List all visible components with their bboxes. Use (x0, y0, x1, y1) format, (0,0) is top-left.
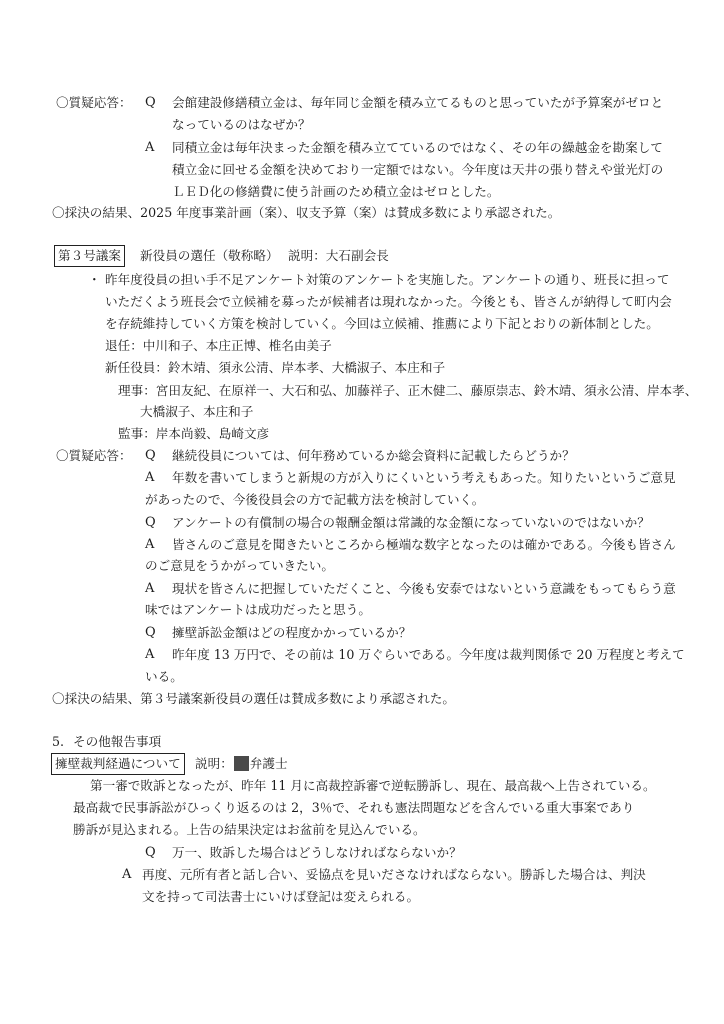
retiring-names: 中川和子、本庄正博、椎名由美子 (142, 338, 332, 353)
question-marker: Q (145, 95, 156, 110)
answer-text: ＬＥＤ化の修繕費に使う計画のため積立金はゼロとした。 (172, 184, 500, 199)
question-text: 継続役員については、何年務めているか総会資料に記載したらどうか？ (172, 448, 575, 463)
new-officers-names: 鈴木靖、須永公清、岸本孝、大橋淑子、本庄和子 (167, 360, 446, 375)
directors (118, 382, 697, 400)
section-heading: その他報告事項 (73, 734, 162, 749)
directors-label: 理事： (118, 383, 156, 398)
question-marker: Q (145, 845, 156, 860)
qa-label: 〇質疑応答： (56, 95, 132, 110)
answer-text: いる。 (145, 669, 183, 684)
agenda-body-line: 昨年度役員の担い手不足アンケート対策のアンケートを実施した。アンケートの通り、班長に担って (105, 272, 670, 287)
answer-text: 現状を皆さんに把握していただくこと、今後も安泰ではないという意識をもってもらう意 (172, 581, 676, 596)
agenda-tag: 第３号議案 (54, 245, 125, 267)
vote-result: 〇採決の結果、2025 年度事業計画（案）、収支予算（案）は賛成多数により承認された。 (52, 205, 561, 220)
vote-result: 〇採決の結果、第３号議案新役員の選任は賛成多数により承認された。 (52, 691, 455, 706)
question-marker: Q (145, 515, 156, 530)
answer-text: 皆さんのご意見を聞きたいところから極端な数字となったのは確かである。今後も皆さん (172, 537, 676, 552)
agenda-title: 新役員の選任（敬称略） (140, 248, 279, 263)
presenter-suffix: 弁護士 (249, 756, 288, 771)
retiring-label: 退任： (105, 338, 143, 353)
retiring-officers (105, 337, 332, 355)
answer-text: 昨年度 13 万円で、その前は 10 万ぐらいである。今年度は裁判関係で 20 万程度と考えて (172, 647, 685, 662)
answer-marker: A (145, 647, 155, 662)
agenda-body-line: いただくよう班長会で立候補を募ったが候補者は現れなかった。今後とも、皆さんが納得して町内会 (105, 294, 672, 309)
question-marker: Q (145, 448, 156, 463)
redaction-block (234, 756, 249, 771)
qa-label: 〇質疑応答： (56, 448, 132, 463)
section-number: 5. (52, 734, 65, 749)
question-text: 万一、敗訴した場合はどうしなければならないか？ (172, 845, 462, 860)
report-body-line: 最高裁で民事訴訟がひっくり返るのは 2，3％で、それも憲法問題などを含んでいる重大事案であり (73, 800, 635, 815)
topic-presenter (195, 755, 288, 773)
answer-text: があったので、今後役員会の方で記載方法を検討していく。 (145, 492, 485, 507)
answer-marker: A (122, 867, 132, 882)
answer-text: 年数を書いてしまうと新規の方が入りにくいという考えもあった。知りたいというご意見 (172, 470, 676, 485)
auditors-names: 岸本尚毅、島崎文彦 (155, 426, 270, 441)
new-officers (105, 359, 445, 377)
answer-marker: A (145, 581, 155, 596)
answer-marker: A (145, 537, 155, 552)
answer-text: 同積立金は毎年決まった金額を積み立てているのではなく、その年の繰越金を勘案して (172, 140, 663, 155)
question-marker: Q (145, 625, 156, 640)
new-officers-label: 新任役員： (105, 360, 168, 375)
question-text: 会館建設修繕積立金は、毎年同じ金額を積み立てるものと思っていたが予算案がゼロと (172, 95, 664, 110)
answer-text: 積立金に回せる金額を決めており一定額ではない。今年度は天井の張り替えや蛍光灯の (172, 162, 664, 177)
bullet: ・ (88, 272, 101, 287)
answer-text: のご意見をうかがっていきたい。 (145, 558, 334, 573)
answer-text: 味ではアンケートは成功だったと思う。 (145, 602, 371, 617)
answer-marker: A (145, 140, 155, 155)
presenter-label: 説明： (195, 756, 233, 771)
auditors-label: 監事： (118, 426, 156, 441)
answer-text: 再度、元所有者と話し合い、妥協点を見いださなければならない。勝訴した場合は、判決 (142, 867, 646, 882)
question-text: 擁壁訴訟金額はどの程度かかっているか？ (172, 625, 412, 640)
question-text: アンケートの有償制の場合の報酬金額は常識的な金額になっていないのではないか？ (172, 515, 650, 530)
directors-names-continued: 大橋淑子、本庄和子 (140, 404, 254, 419)
answer-text: 文を持って司法書士にいけば登記は変えられる。 (142, 889, 420, 904)
directors-names: 宮田友紀、在原祥一、大石和弘、加藤祥子、正木健二、藤原崇志、鈴木靖、須永公清、岸本孝、 (155, 383, 698, 398)
agenda-body-line: を存続維持していく方策を検討していく。今回は立候補、推薦により下記とおりの新体制とした。 (105, 316, 659, 331)
report-body-line: 第一審で敗訴となったが、昨年 11 月に高裁控訴審で逆転勝訴し、現在、最高裁へ上告されている。 (90, 778, 656, 793)
topic-tag: 擁壁裁判経過について (51, 753, 185, 775)
question-text: なっているのはなぜか？ (172, 117, 311, 132)
answer-marker: A (145, 470, 155, 485)
agenda-presenter: 説明：大石副会長 (288, 248, 389, 263)
auditors (118, 425, 269, 443)
report-body-line: 勝訴が見込まれる。上告の結果決定はお盆前を見込んでいる。 (73, 822, 426, 837)
